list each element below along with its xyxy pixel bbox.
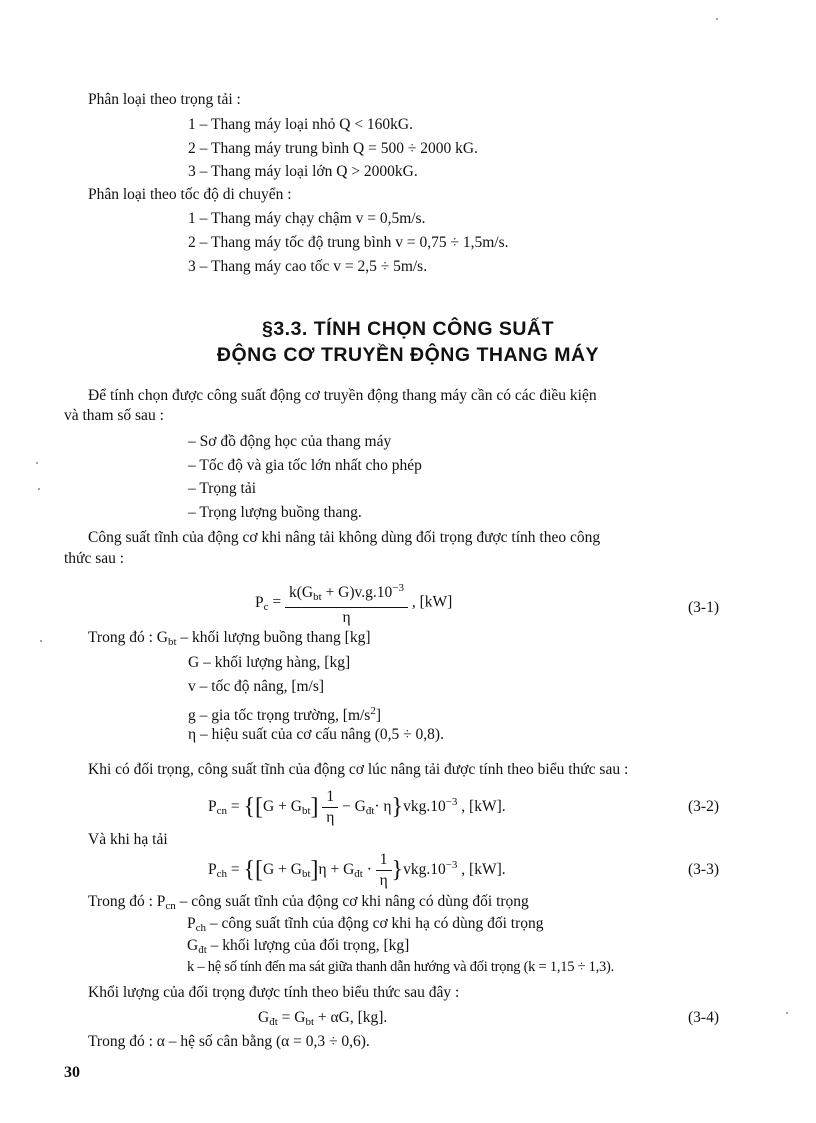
- eq3-fraction: $\frac{1}{\eta}$: [376, 850, 392, 891]
- intro-line: Để tính chọn được công suất động cơ truyền động thang máy cần có các điều kiện: [88, 387, 597, 404]
- speed-class-item: 3 – Thang máy cao tốc v = 2,5 ÷ 5m/s.: [188, 258, 428, 275]
- where-item: $G_{đt}$ – khối lượng của đối trọng, [kg]: [187, 937, 410, 956]
- where-item: k – hệ số tính đến ma sát giữa thanh dẫn hướng và đối trọng (k = 1,15 ÷ 1,3).: [187, 959, 615, 975]
- where-item: G – khối lượng hàng, [kg]: [188, 654, 351, 671]
- where-item: g – gia tốc trọng trường, $[m/s^2]$: [188, 705, 382, 724]
- requirement-item: – Sơ đồ động học của thang máy: [188, 433, 392, 450]
- equation-number: (3-2): [688, 798, 719, 815]
- where-block: Trong đó : $G_{bt}$ – khối lượng buồng thang [kg]: [88, 629, 371, 648]
- scan-speck: [36, 462, 38, 464]
- equation-number: (3-4): [688, 1009, 719, 1026]
- scan-speck: [38, 488, 40, 490]
- where-block: Trong đó : α – hệ số cân bằng (α = 0,3 ÷ 0,6).: [88, 1033, 370, 1050]
- scan-speck: [786, 1012, 788, 1014]
- scan-speck: [40, 640, 42, 642]
- eq1-fraction: $\frac{k(G_{bt} + G)v.g.10^{-3}}{\eta}$: [285, 578, 408, 628]
- eq2-fraction: $\frac{1}{\eta}$: [322, 787, 338, 828]
- lowering-line: Và khi hạ tải: [88, 831, 168, 848]
- requirement-item: – Trọng tải: [188, 480, 257, 497]
- equation-number: (3-3): [688, 861, 719, 878]
- counterweight-line: Khi có đối trọng, công suất tĩnh của động cơ lúc nâng tải được tính theo biểu thức sau :: [88, 761, 629, 778]
- cw-mass-line: Khối lượng của đối trọng được tính theo biểu thức sau đây :: [88, 984, 460, 1001]
- section-heading-line1: §3.3. TÍNH CHỌN CÔNG SUẤT: [261, 318, 555, 340]
- equation-3-4: $G_{đt} = G_{bt} + \alpha G$, [kg].: [258, 1009, 388, 1028]
- where-item: η – hiệu suất của cơ cấu nâng (0,5 ÷ 0,8).: [188, 726, 444, 743]
- equation-3-1: $P_c$ = $\frac{k(G_{bt} + G)v.g.10^{-3}}{\eta}$ , [kW]: [255, 578, 452, 628]
- section-heading-line2: ĐỘNG CƠ TRUYỀN ĐỘNG THANG MÁY: [216, 344, 600, 366]
- load-class-item: 3 – Thang máy loại lớn Q > 2000kG.: [188, 163, 418, 180]
- eq1-lhs: $P_c$: [255, 593, 269, 613]
- intro-line: và tham số sau :: [64, 407, 164, 424]
- static-power-line: thức sau :: [64, 550, 125, 567]
- load-class-item: 2 – Thang máy trung bình Q = 500 ÷ 2000 kG.: [188, 140, 478, 157]
- speed-class-item: 2 – Thang máy tốc độ trung bình v = 0,75 ÷ 1,5m/s.: [188, 234, 509, 251]
- static-power-line: Công suất tĩnh của động cơ khi nâng tải không dùng đối trọng được tính theo công: [88, 529, 601, 546]
- load-classification-title: Phân loại theo trọng tải :: [88, 91, 241, 108]
- load-class-item: 1 – Thang máy loại nhỏ Q < 160kG.: [188, 116, 413, 133]
- where-block: Trong đó : $P_{cn}$ – công suất tĩnh của động cơ khi nâng có dùng đối trọng: [88, 893, 529, 912]
- page-number: 30: [64, 1064, 80, 1081]
- equation-3-3: $P_{ch} = \{[G + G_{bt}]\eta + G_{đt}$ · $\frac{1}{\eta}$ }$vkg.10^{-3}$ , [kW].: [208, 851, 506, 889]
- speed-classification-title: Phân loại theo tốc độ di chuyển :: [88, 186, 292, 203]
- requirement-item: – Tốc độ và gia tốc lớn nhất cho phép: [188, 457, 422, 474]
- where-item: $P_{ch}$ – công suất tĩnh của động cơ khi hạ có dùng đối trọng: [187, 915, 544, 934]
- speed-class-item: 1 – Thang máy chạy chậm v = 0,5m/s.: [188, 210, 426, 227]
- eq1-unit: , [kW]: [411, 593, 453, 611]
- equation-3-2: $P_{cn} = \{[G + G_{bt}]$ $\frac{1}{\eta}$ − $G_{đt}\cdot \eta\}vkg.10^{-3}$ , [kW].: [208, 788, 506, 826]
- requirement-item: – Trọng lượng buồng thang.: [188, 504, 362, 521]
- scan-speck: [716, 18, 718, 20]
- equation-number: (3-1): [688, 599, 719, 616]
- where-item: v – tốc độ nâng, [m/s]: [188, 678, 325, 695]
